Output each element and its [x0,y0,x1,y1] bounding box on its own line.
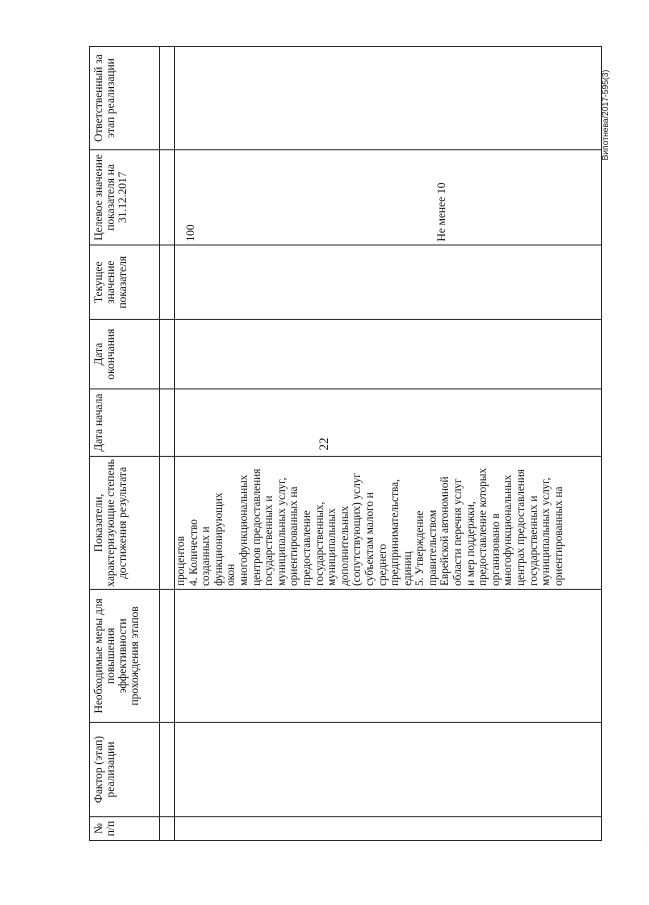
measures-cell [175,589,602,722]
table-cell [160,150,175,245]
margin-mark: · · · · · · · [643,821,649,845]
table-row [175,47,602,841]
indicator-line: государственных и [527,495,540,586]
indicator-line: центрах предоставления [515,469,528,586]
indicator-line: организовано в [489,513,502,586]
indicator-line: среднего [376,543,389,586]
factor-cell [175,722,602,816]
table-cell [160,319,175,388]
indicator-line: муниципальных [326,508,339,586]
indicator-line: Еврейской автономной [439,476,452,586]
table-cell [160,589,175,722]
end-date-cell [175,319,602,388]
indicator-line: созданных и [200,526,213,586]
table-cell [160,817,175,841]
indicator-lines [175,457,565,589]
implementation-table [89,46,602,841]
start-date-cell [175,389,602,456]
indicator-line: многофункциональных [502,474,515,586]
indicator-line: ориентированных на [552,486,565,586]
indicator-line: области перечня услуг [452,478,465,586]
indicator-line: и мер поддержки, [464,501,477,586]
indicator-line: предоставление [300,510,313,586]
header-indicators: Показатели, характеризующие степень достижения результата [90,456,160,589]
indicator-line: (сопутствующих) услуг [351,473,364,586]
header-start-date: Дата начала [90,389,160,456]
target-value-1: 100 [185,224,197,242]
table-cell [160,456,175,589]
header-row [90,47,160,841]
num-cell [175,817,602,841]
document-code: Випотнева/2017-595(3) [600,69,610,161]
header-target-value: Целевое значение показателя на 31.12.2017 [90,150,160,245]
target-value-cell [175,150,602,245]
header-current-value: Текущее значение показателя [90,245,160,319]
indicators-cell [175,456,602,589]
spacer-row [160,47,175,841]
indicator-line: 4. Количество [187,519,200,586]
indicator-line: дополнительных [338,505,351,586]
indicator-line: функционирующих [212,492,225,586]
indicator-line: предпринимательства, [389,479,402,586]
indicator-line: правительством [426,509,439,586]
header-num: № п/п [90,817,160,841]
indicator-line: единиц [401,551,414,586]
indicator-line: муниципальных услуг, [540,477,553,586]
indicator-line: субъектам малого и [363,492,376,586]
indicator-line: процентов [175,536,187,586]
indicator-line: государственных, [313,501,326,586]
header-responsible: Ответственный за этап реализации [90,47,160,150]
current-value-cell [175,245,602,319]
indicator-line: 5. Утверждение [414,510,427,586]
responsible-cell [175,47,602,150]
table-cell [160,245,175,319]
indicator-line: предоставление которых [477,467,490,586]
indicator-line: центров предоставления [250,468,263,586]
indicator-line: муниципальных услуг, [275,477,288,586]
page-number: 22 [316,437,331,451]
table-cell [160,389,175,456]
rotated-table-container [89,47,599,841]
indicator-line: государственных и [263,495,276,586]
target-value-2: Не менее 10 [436,182,448,242]
indicator-line: многофункциональных [237,474,250,586]
indicator-line: окон [225,563,238,586]
header-factor: Фактор (этап) реализации [90,722,160,816]
header-measures: Необходимые меры для повышения эффективности прохождения этапов [90,589,160,722]
header-end-date: Дата окончания [90,319,160,388]
table-cell [160,722,175,816]
table-cell [160,47,175,150]
indicator-line: ориентированных на [288,486,301,586]
